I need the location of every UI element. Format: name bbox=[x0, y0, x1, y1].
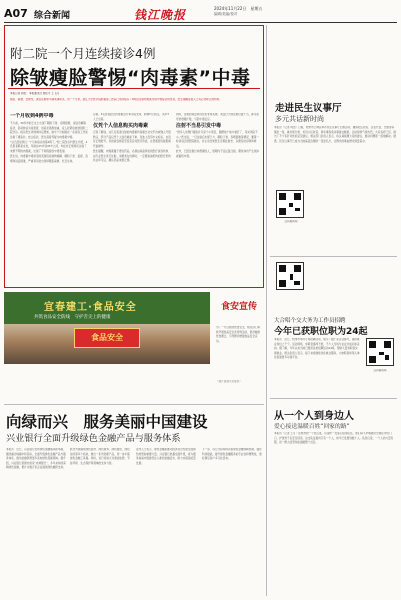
bottom-subhead: 兴业银行全面升级绿色金融产品与服务体系 bbox=[6, 433, 181, 444]
ad-side-title: 食安宣传 bbox=[220, 302, 257, 312]
lead-column-2 bbox=[93, 113, 171, 285]
right-story2-headline: 大合唱个交大务为工作员招聘 bbox=[274, 318, 346, 324]
bottom-column-2: 此次升级围绕绿色信贷、绿色债券、绿色租赁、绿色信托等多个板块，推出一系列创新产品，进一步丰富绿色金融工具箱。同时，该行将加大对清洁能源、节能环保、生态保护等领域的支持力度。 bbox=[70, 448, 130, 465]
lead-column-1 bbox=[10, 113, 88, 285]
right-rule-1 bbox=[270, 256, 397, 257]
ad-side-text: 为了一方百姓的饮食安全，相关部门持续开展食品安全宣传周活动，倡导健康饮食理念，引导群众增强食品安全意识。 bbox=[216, 326, 261, 343]
lead-paragraph: “这已经是我们一个月来接诊的第4例了。”附二院急诊科医生介绍，4名患者都是女性，年龄在25岁到45岁之间，均在非正规场所注射了来源不明的肉毒素，出现了不同程度的中毒表现。 bbox=[10, 140, 88, 154]
lead-column-3 bbox=[176, 113, 260, 285]
lead-paragraph: 记者了解到，这几名患者注射的肉毒素均是通过社交平台或熟人介绍购买，部分产品仅凭个人信息就能下单，包装上没有中文标识，也没有正规批号。有的美容师甚至没有任何医疗资质，在普通居民楼里就开始操作。 bbox=[93, 131, 171, 148]
lead-subhead-1: 一个月收到4例中毒 bbox=[10, 113, 54, 119]
right-story1-body-cont bbox=[310, 190, 396, 250]
lead-paragraph: “很多人觉得打瘦脸针只是个小项目，随便找个地方就打了，其实风险不小。”医生说，一旦注射后出现乏力、眼睑下垂、吞咽困难等情况，要第一时间到正规医院就诊，并主动告知医生近期注射史，以便及时诊断和救治。 bbox=[176, 131, 260, 148]
right-story2-qr-code[interactable] bbox=[366, 338, 394, 366]
right-story2-subhead: 今年已获职位职为24起 bbox=[274, 327, 368, 337]
lead-paragraph: 目前，4名患者经过抗毒素治疗和对症支持，病情均已稳定，其中3人已出院。 bbox=[93, 113, 169, 121]
right-story2-body: 本报讯 近日，杭州市举办专场招聘活动，吸引了数十家企业参与，提供就业岗位上千个。活动现场，求职者络绎不绝，不少人当场与企业达成初步意向。据了解，今年以来当地已组织各类招聘活动24场，帮助大量求职者实现就业。相关负责人表示，接下来将继续优化就业服务，为求职者和用人单位搭建更多对接平台。 bbox=[274, 338, 360, 360]
lead-headline: 除皱瘦脸警惕“肉毒素”中毒 bbox=[10, 67, 251, 89]
lead-intro: 瘦脸、除皱、去细纹，美容注射如今越来越常见。但一个月来，浙江大学医学院附属第二医院已连续接诊了4例因注射肉毒素出现中毒症状的患者，医生提醒爱美人士务必选择正规机构。 bbox=[10, 98, 222, 101]
masthead-rule bbox=[4, 22, 397, 23]
right-story1-subhead: 多元共话新时尚 bbox=[275, 115, 324, 123]
lead-kicker: 附二院一个月连续接诊4例 bbox=[10, 46, 156, 61]
ad-title: 宜春建工·食品安全 bbox=[44, 302, 137, 313]
lead-byline: 本报记者 顾怡 本报通讯员 徐佳芳 王飞月 bbox=[10, 92, 60, 95]
right-story2-qr-caption: 扫码看视频 bbox=[373, 369, 387, 372]
lead-paragraph: 医生提醒，肉毒素属于毒性药品，必须由具备资质的医疗美容机构、由专业医生进行注射。消费者在选择时，一定要查看机构的医疗机构执业许可证，确认药品来源正规。 bbox=[93, 150, 171, 163]
lead-paragraph: 医生说，肉毒素中毒常见的表现包括视物模糊、眼睑下垂、复视、吞咽和说话困难，严重者可能出现呼吸肌麻痹，危及生命。 bbox=[10, 155, 88, 163]
ad-banner bbox=[4, 292, 210, 364]
bottom-headline: 向绿而兴 服务美丽中国建设 bbox=[6, 413, 208, 431]
right-story3-headline: 从一个人到身边人 bbox=[274, 411, 354, 422]
date-line: 2024年11月22日 星期五 bbox=[214, 6, 263, 11]
lead-subhead-3: 注射不当易引发中毒 bbox=[176, 123, 222, 130]
lead-paragraph: 此外，已经注射过肉毒素的人，短期内不宜反复注射，避免体内产生抗体或蓄积中毒。 bbox=[176, 150, 259, 158]
ad-side-caption: （图片由通讯员提供） bbox=[216, 380, 242, 383]
ad-plaque-text: 食品安全 bbox=[91, 333, 123, 342]
lead-rule bbox=[8, 88, 260, 89]
bottom-rule bbox=[4, 404, 264, 405]
editor-line: 编辑/美编/校对 bbox=[214, 12, 238, 16]
lead-paragraph: 同时，注射的剂量和部位也非常关键，剂量过大或注射位置不当，都可能导致毒素扩散，引起中毒反应。 bbox=[176, 113, 259, 121]
right-story3-subhead: 爱心接送温暖百姓“回家的路” bbox=[274, 424, 350, 430]
right-story1-qr-code[interactable] bbox=[276, 190, 304, 218]
paper-name: 钱江晚报 bbox=[134, 8, 187, 22]
ad-slogan: 共筑食品安全防线 守护舌尖上的健康 bbox=[34, 315, 111, 320]
bottom-column-4: 下一步，该行还将持续完善绿色金融体制机制，强化科技赋能，提升绿色金融服务的专业性和便利性，更好满足客户多元化需求。 bbox=[202, 448, 262, 461]
lead-paragraph: 不久前，30多岁的王女士出现了眼睑下垂、吞咽困难、说话含糊等症状，起初她以为是感冒，但症状逐渐加重，家人赶紧将她送到附二院急诊。接诊医生详细询问后得知，她半个月前刚在一家美容工作室注射了瘦脸针。结合症状，医生高度怀疑为肉毒素中毒。 bbox=[10, 122, 88, 139]
right-rule-2 bbox=[270, 398, 397, 399]
page-code: A07 bbox=[4, 7, 28, 20]
lead-subhead-2: 仅凭个人信息购买肉毒素 bbox=[93, 123, 149, 130]
right-column-divider bbox=[266, 25, 267, 596]
right-story3-body: 本报讯（记者 王月）在杭州的一个社区里，有这样一支爱心接送队伍，他们每天早晚准时出现在学校门口，护送孩子们安全回家。这支队伍最初只有一个人，如今已发展到数十人。队员们说，一个人的力量有限，但一群人的坚持能温暖整个社区。 bbox=[274, 432, 394, 445]
right-story1-headline: 走进民生议事厅 bbox=[275, 103, 342, 114]
bottom-column-3: 业内人士表示，绿色金融是推动经济社会发展全面绿色转型的重要力量。兴业银行此番全面升级，将为服务美丽中国建设注入新的金融活水，助力实现高质量发展。 bbox=[136, 448, 196, 465]
right-story1-qr-caption: 扫码看视频 bbox=[284, 220, 298, 223]
right-side-qr-code[interactable] bbox=[276, 262, 304, 290]
section-name: 综合新闻 bbox=[34, 11, 71, 21]
bottom-column-1: 本报讯 近日，兴业银行发布绿色金融服务新举措，围绕碳达峰碳中和目标，全面升级绿色金融产品与服务体系，推动金融资源更多流向绿色低碳领域。据介绍，兴业银行是国内首家“赤道银行”，多年来持续深耕绿色金融，累计为数万家企业提供绿色融资支持。 bbox=[6, 448, 66, 470]
ad-plaque bbox=[74, 328, 140, 348]
right-story1-body: 本报讯（记者 周洁）日前，杭州市上城区举办民生议事厅主题活动，邀请社区居民、企业代表、志愿者等围坐一堂，就垃圾分类、老旧小区改造、停车难等身边事建言献策。活动现场气氛热烈，大家各抒己见，提出了不少有针对性的意见建议。相关部门负责人表示，将认真梳理大家的建议，推动问题逐一落地解决。据悉，民生议事厅已成为当地基层治理的一张金名片，让群众的事由群众商量着办。 bbox=[274, 126, 396, 143]
